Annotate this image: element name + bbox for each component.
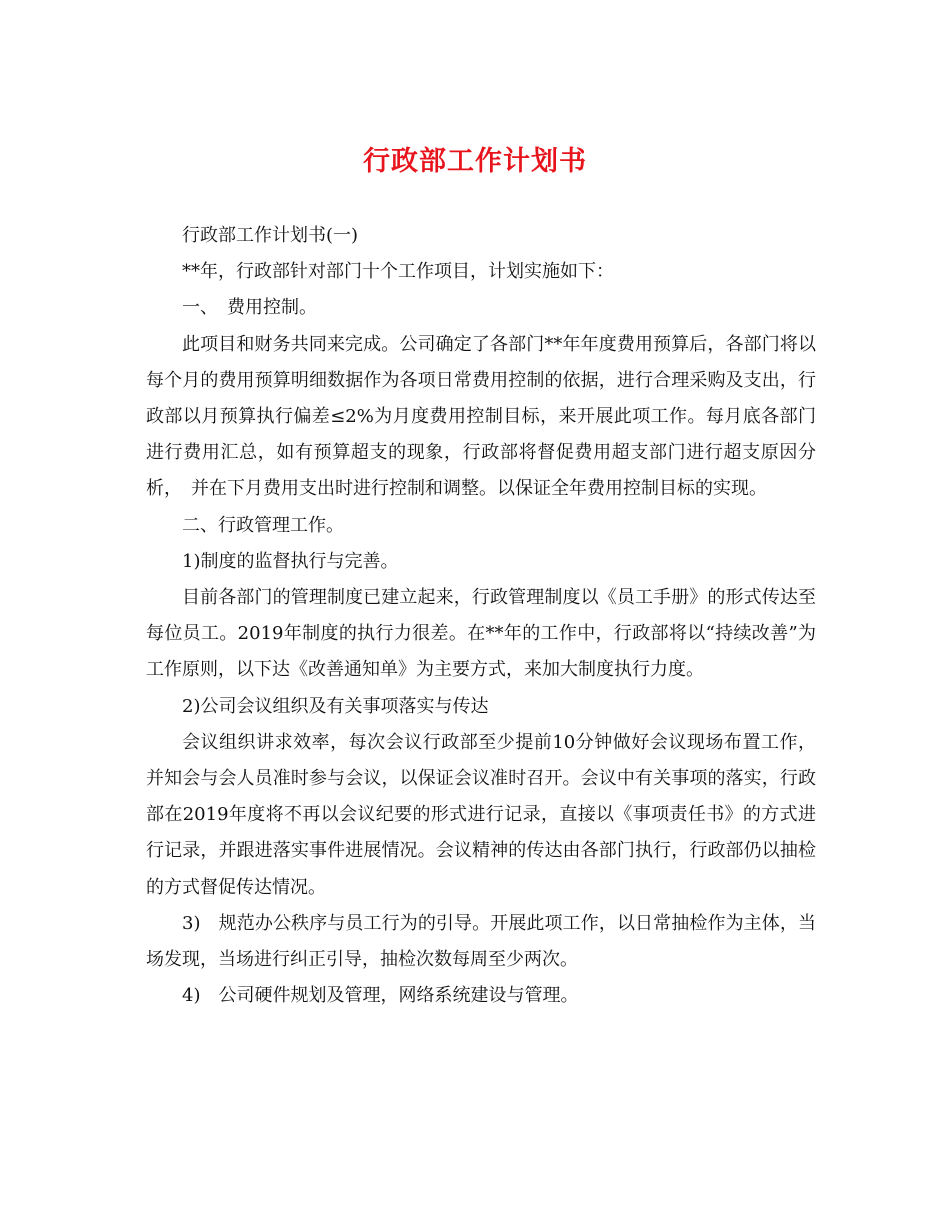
paragraph-hardware-network: 4) 公司硬件规划及管理，网络系统建设与管理。 xyxy=(182,985,579,1007)
heading-cost-control: 一、 费用控制。 xyxy=(182,297,317,319)
heading-admin-management: 二、行政管理工作。 xyxy=(182,514,344,536)
paragraph-cost-control: 此项目和财务共同来完成。公司确定了各部门**年年度费用预算后，各部门将以每个月的费用预算明细数据作为各项日常费用控制的依据，进行合理采购及支出，行政部以月预算执行偏差≤2%为月度费用控制目标，来开展此项工作。每月底各部门进行费用汇总，如有预算超支的现象，行政部将督促费用超支部门进行超支原因分析， 并在下月费用支出时进行控制和调整。以保证全年费用控制目标的实现。 xyxy=(146,333,816,500)
paragraph-intro: **年，行政部针对部门十个工作项目，计划实施如下： xyxy=(182,261,614,283)
document-title: 行政部工作计划书 xyxy=(363,146,587,177)
paragraph-subtitle: 行政部工作计划书(一) xyxy=(182,225,359,246)
subheading-system-supervision: 1)制度的监督执行与完善。 xyxy=(182,550,399,572)
paragraph-system-supervision: 目前各部门的管理制度已建立起来，行政管理制度以《员工手册》的形式传达至每位员工。2019年制度的执行力很差。在**年的工作中，行政部将以“持续改善”为工作原则，以下达《改善通知单》为主要方式，来加大制度执行力度。 xyxy=(146,587,816,681)
subheading-meetings: 2)公司会议组织及有关事项落实与传达 xyxy=(182,695,489,717)
document-body xyxy=(146,218,816,1014)
paragraph-office-order: 3) 规范办公秩序与员工行为的引导。开展此项工作，以日常抽检作为主体，当场发现，当场进行纠正引导，抽检次数每周至少两次。 xyxy=(146,912,816,971)
paragraph-meetings: 会议组织讲求效率，每次会议行政部至少提前10分钟做好会议现场布置工作，并知会与会人员准时参与会议，以保证会议准时召开。会议中有关事项的落实，行政部在2019年度将不再以会议纪要的形式进行记录，直接以《事项责任书》的方式进行记录，并跟进落实事件进展情况。会议精神的传达由各部门执行，行政部仍以抽检的方式督促传达情况。 xyxy=(146,731,816,898)
